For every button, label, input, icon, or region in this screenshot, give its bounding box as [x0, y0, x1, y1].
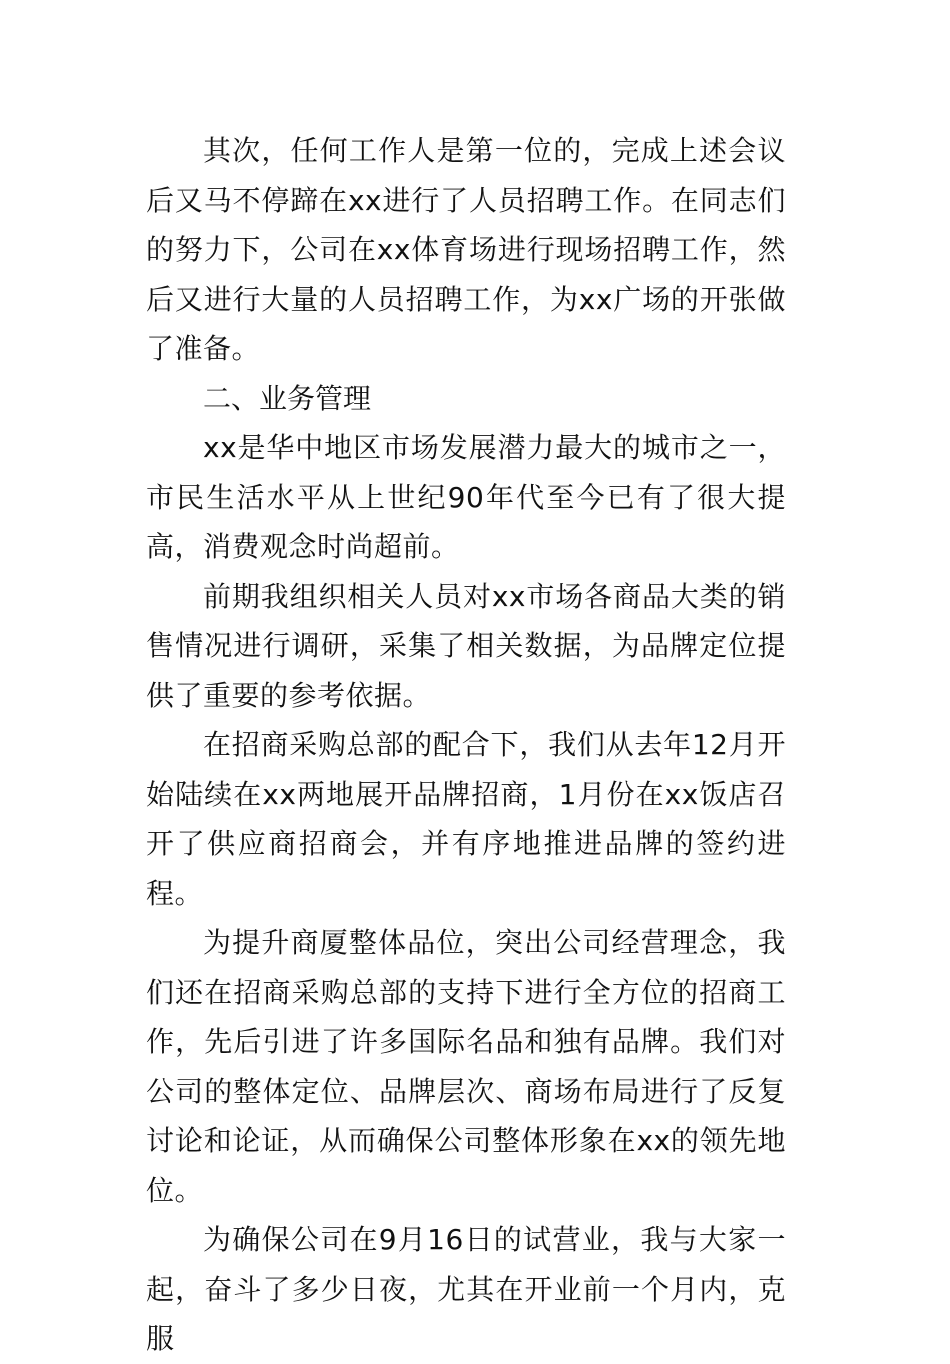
- paragraph-market-research: 前期我组织相关人员对xx市场各商品大类的销售情况进行调研，采集了相关数据，为品牌定位提供了重要的参考依据。: [146, 579, 786, 712]
- document-body: [146, 126, 786, 1364]
- paragraph-market-potential: xx是华中地区市场发展潜力最大的城市之一，市民生活水平从上世纪90年代至今已有了很大提高，消费观念时尚超前。: [146, 431, 786, 563]
- paragraph-trial-operation: 为确保公司在9月16日的试营业，我与大家一起，奋斗了多少日夜，尤其在开业前一个月内，克服: [146, 1223, 786, 1355]
- paragraph-brand-positioning: 为提升商厦整体品位，突出公司经营理念，我们还在招商采购总部的支持下进行全方位的招商工作，先后引进了许多国际名品和独有品牌。我们对公司的整体定位、品牌层次、商场布局进行了反复讨论和论证，从而确保公司整体形象在xx的领先地位。: [146, 926, 786, 1207]
- section-heading-business-management: 二、业务管理: [203, 381, 372, 415]
- paragraph-brand-investment: 在招商采购总部的配合下，我们从去年12月开始陆续在xx两地展开品牌招商，1月份在xx饭店召开了供应商招商会，并有序地推进品牌的签约进程。: [146, 728, 786, 910]
- paragraph-recruitment: 其次，任何工作人是第一位的，完成上述会议后又马不停蹄在xx进行了人员招聘工作。在同志们的努力下，公司在xx体育场进行现场招聘工作，然后又进行大量的人员招聘工作，为xx广场的开张做了准备。: [146, 134, 786, 365]
